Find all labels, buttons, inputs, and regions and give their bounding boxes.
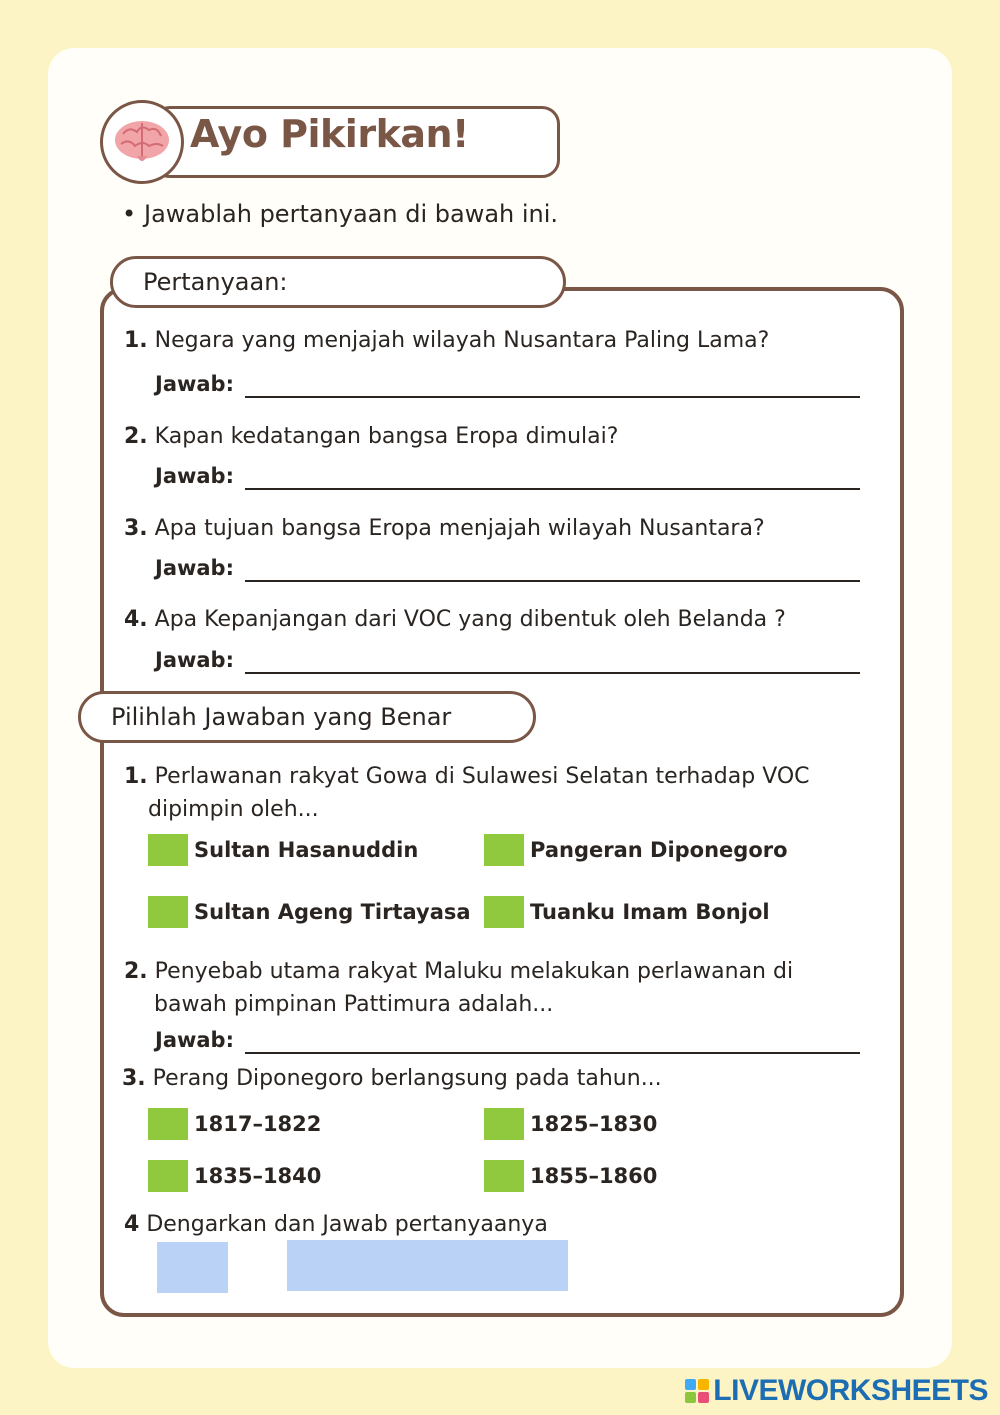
question-4	[124, 603, 786, 636]
option-checkbox[interactable]	[484, 1160, 524, 1192]
question-text-line-2: bawah pimpinan Pattimura adalah...	[154, 992, 554, 1017]
answer-line-4[interactable]	[245, 672, 860, 674]
question-3	[124, 512, 765, 545]
instruction-text: Jawablah pertanyaan di bawah ini.	[144, 200, 559, 228]
liveworksheets-icon	[685, 1379, 709, 1403]
option-label: Sultan Hasanuddin	[194, 838, 419, 862]
option-label: Tuanku Imam Bonjol	[530, 900, 770, 924]
liveworksheets-logo	[685, 1374, 988, 1408]
brand-name: LIVEWORKSHEETS	[713, 1374, 988, 1407]
option-checkbox[interactable]	[484, 834, 524, 866]
option-checkbox[interactable]	[484, 896, 524, 928]
question-text: Perang Diponegoro berlangsung pada tahun...	[152, 1066, 662, 1091]
answer-line-3[interactable]	[245, 580, 860, 582]
question-number: 3.	[122, 1066, 146, 1091]
answer-line-2[interactable]	[245, 488, 860, 490]
choice-question-2	[124, 955, 844, 1021]
answer-label: Jawab:	[155, 464, 234, 488]
option-checkbox[interactable]	[484, 1108, 524, 1140]
question-number: 4	[124, 1212, 140, 1237]
option-label: 1835–1840	[194, 1164, 322, 1188]
question-text: Kapan kedatangan bangsa Eropa dimulai?	[154, 424, 619, 449]
option-label: 1825–1830	[530, 1112, 658, 1136]
option-tuanku-imam-bonjol[interactable]	[484, 896, 770, 928]
option-1825-1830[interactable]	[484, 1108, 657, 1140]
choice-question-3	[122, 1062, 662, 1095]
answer-input-choice-4[interactable]	[287, 1240, 568, 1291]
question-text: Apa tujuan bangsa Eropa menjajah wilayah Nusantara?	[154, 516, 765, 541]
question-2	[124, 420, 618, 453]
question-number: 2.	[124, 959, 148, 984]
option-label: 1855–1860	[530, 1164, 658, 1188]
option-1835-1840[interactable]	[148, 1160, 321, 1192]
question-text: Dengarkan dan Jawab pertanyaanya	[146, 1212, 548, 1237]
brain-icon	[100, 100, 184, 184]
answer-label: Jawab:	[155, 1028, 234, 1052]
question-number: 2.	[124, 424, 148, 449]
question-text: Apa Kepanjangan dari VOC yang dibentuk oleh Belanda ?	[154, 607, 786, 632]
section-choice-label: Pilihlah Jawaban yang Benar	[78, 691, 536, 743]
option-checkbox[interactable]	[148, 1160, 188, 1192]
answer-line-choice-2[interactable]	[245, 1052, 860, 1054]
answer-label: Jawab:	[155, 556, 234, 580]
option-checkbox[interactable]	[148, 896, 188, 928]
choice-question-1	[124, 760, 844, 826]
question-text-line-1: Penyebab utama rakyat Maluku melakukan perlawanan di	[154, 959, 794, 984]
instruction: • Jawablah pertanyaan di bawah ini.	[122, 200, 559, 228]
option-sultan-ageng-tirtayasa[interactable]	[148, 896, 471, 928]
question-number: 4.	[124, 607, 148, 632]
option-sultan-hasanuddin[interactable]	[148, 834, 418, 866]
page-title: Ayo Pikirkan!	[190, 112, 469, 156]
option-pangeran-diponegoro[interactable]	[484, 834, 788, 866]
section-questions-label: Pertanyaan:	[110, 256, 566, 308]
option-label: 1817–1822	[194, 1112, 322, 1136]
answer-line-1[interactable]	[245, 396, 860, 398]
audio-player[interactable]	[157, 1242, 228, 1293]
question-text-line-2: dipimpin oleh...	[148, 797, 319, 822]
option-1855-1860[interactable]	[484, 1160, 657, 1192]
question-number: 3.	[124, 516, 148, 541]
question-1	[124, 324, 769, 357]
option-label: Sultan Ageng Tirtayasa	[194, 900, 471, 924]
question-text: Negara yang menjajah wilayah Nusantara Paling Lama?	[154, 328, 770, 353]
choice-question-4	[124, 1208, 548, 1241]
option-label: Pangeran Diponegoro	[530, 838, 788, 862]
question-number: 1.	[124, 764, 148, 789]
answer-label: Jawab:	[155, 648, 234, 672]
option-checkbox[interactable]	[148, 1108, 188, 1140]
option-1817-1822[interactable]	[148, 1108, 321, 1140]
answer-label: Jawab:	[155, 372, 234, 396]
question-number: 1.	[124, 328, 148, 353]
question-text-line-1: Perlawanan rakyat Gowa di Sulawesi Selatan terhadap VOC	[154, 764, 810, 789]
option-checkbox[interactable]	[148, 834, 188, 866]
